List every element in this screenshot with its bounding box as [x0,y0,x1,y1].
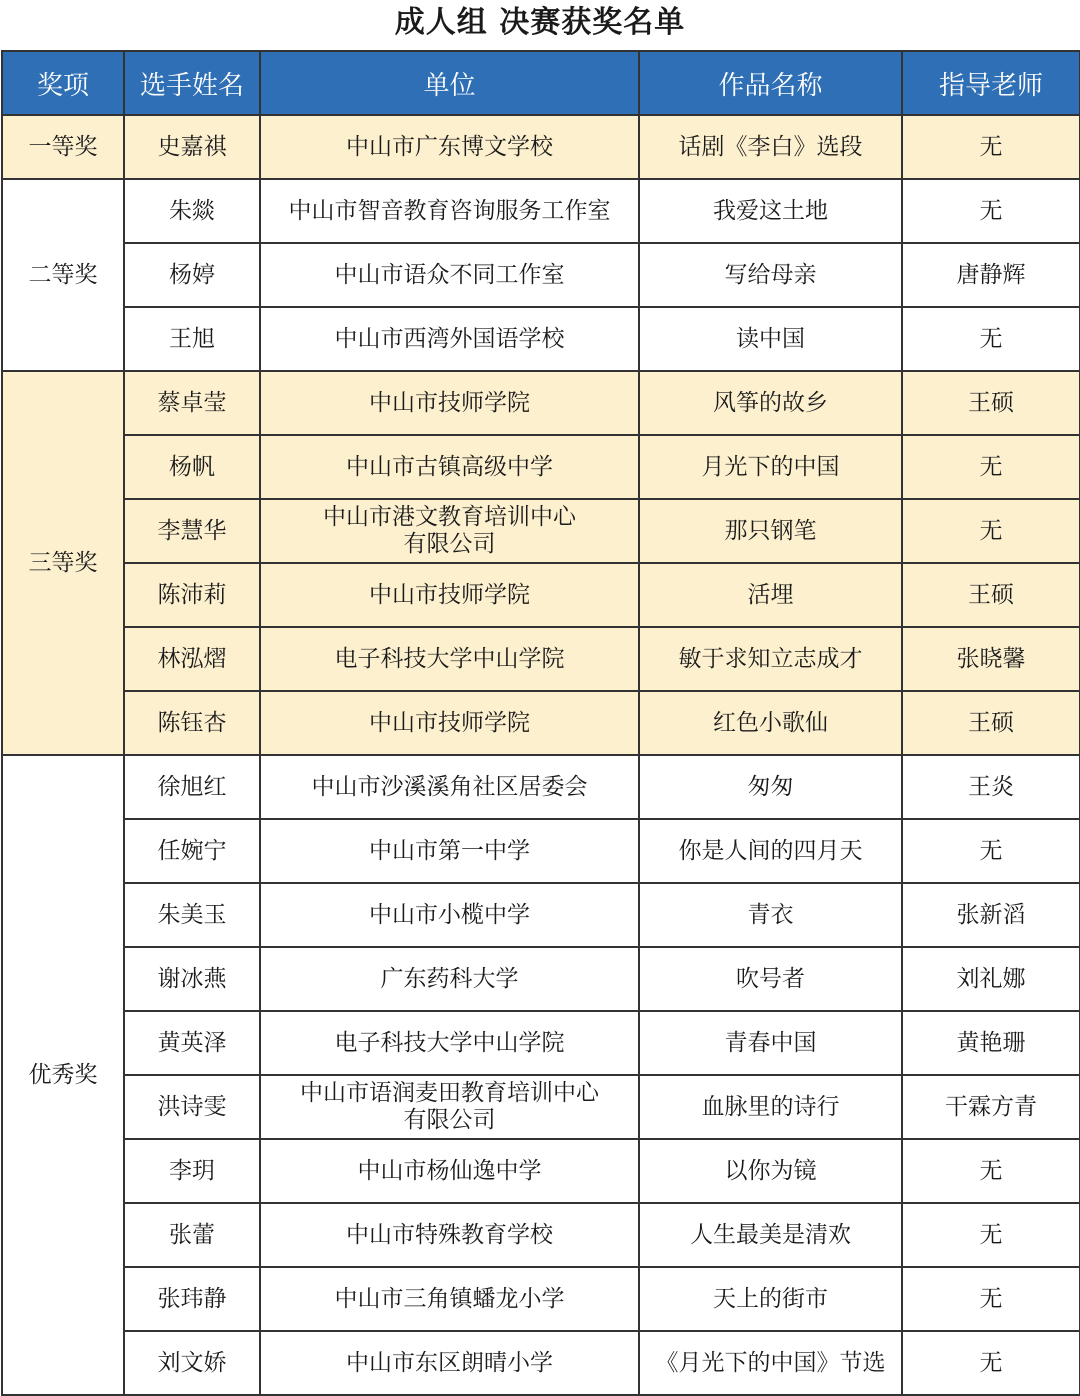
cell-unit: 中山市沙溪溪角社区居委会 [260,755,639,819]
cell-work: 匆匆 [639,755,902,819]
cell-unit: 中山市港文教育培训中心 有限公司 [260,499,639,563]
cell-unit: 中山市特殊教育学校 [260,1203,639,1267]
header-work: 作品名称 [639,51,902,115]
cell-work: 你是人间的四月天 [639,819,902,883]
cell-teacher: 干霖方青 [902,1075,1080,1139]
cell-unit: 中山市小榄中学 [260,883,639,947]
cell-unit: 中山市语润麦田教育培训中心 有限公司 [260,1075,639,1139]
cell-name: 李慧华 [124,499,260,563]
cell-name: 陈钰杏 [124,691,260,755]
cell-teacher: 无 [902,179,1080,243]
header-award: 奖项 [2,51,124,115]
cell-unit: 广东药科大学 [260,947,639,1011]
cell-teacher: 无 [902,819,1080,883]
cell-work: 月光下的中国 [639,435,902,499]
table-row [2,371,1080,435]
cell-name: 洪诗雯 [124,1075,260,1139]
cell-teacher: 黄艳珊 [902,1011,1080,1075]
cell-work: 风筝的故乡 [639,371,902,435]
cell-name: 刘文娇 [124,1331,260,1395]
cell-work: 天上的街市 [639,1267,902,1331]
cell-name: 张蕾 [124,1203,260,1267]
cell-name: 谢冰燕 [124,947,260,1011]
cell-name: 李玥 [124,1139,260,1203]
cell-work: 活埋 [639,563,902,627]
cell-name: 陈沛莉 [124,563,260,627]
cell-teacher: 无 [902,307,1080,371]
table-row [2,499,1080,563]
table-row [2,115,1080,179]
cell-unit: 中山市广东博文学校 [260,115,639,179]
cell-work: 吹号者 [639,947,902,1011]
cell-unit: 中山市第一中学 [260,819,639,883]
cell-teacher: 无 [902,115,1080,179]
cell-teacher: 无 [902,499,1080,563]
cell-unit: 中山市语众不同工作室 [260,243,639,307]
cell-work: 人生最美是清欢 [639,1203,902,1267]
cell-work: 我爱这土地 [639,179,902,243]
table-row [2,1331,1080,1395]
table-row [2,819,1080,883]
cell-teacher: 无 [902,1267,1080,1331]
cell-teacher: 无 [902,1331,1080,1395]
cell-work: 以你为镜 [639,1139,902,1203]
cell-unit: 中山市三角镇蟠龙小学 [260,1267,639,1331]
table-row [2,1075,1080,1139]
table-row [2,627,1080,691]
cell-unit: 中山市古镇高级中学 [260,435,639,499]
table-row [2,755,1080,819]
award-table [1,50,1080,1396]
cell-unit: 中山市技师学院 [260,691,639,755]
cell-name: 林泓熠 [124,627,260,691]
cell-name: 张玮静 [124,1267,260,1331]
header-teacher: 指导老师 [902,51,1080,115]
cell-teacher: 无 [902,1203,1080,1267]
cell-work: 话剧《李白》选段 [639,115,902,179]
cell-unit: 中山市东区朗晴小学 [260,1331,639,1395]
cell-teacher: 无 [902,435,1080,499]
cell-name: 朱美玉 [124,883,260,947]
table-row [2,883,1080,947]
cell-work: 青衣 [639,883,902,947]
cell-teacher: 王硕 [902,563,1080,627]
table-header-row [2,51,1080,115]
cell-name: 黄英泽 [124,1011,260,1075]
table-row [2,1267,1080,1331]
cell-teacher: 张晓馨 [902,627,1080,691]
cell-name: 蔡卓莹 [124,371,260,435]
cell-work: 读中国 [639,307,902,371]
cell-name: 杨婷 [124,243,260,307]
cell-award: 三等奖 [2,371,124,755]
cell-unit: 中山市杨仙逸中学 [260,1139,639,1203]
cell-work: 敏于求知立志成才 [639,627,902,691]
table-row [2,1011,1080,1075]
cell-name: 徐旭红 [124,755,260,819]
table-row [2,307,1080,371]
cell-unit: 中山市技师学院 [260,371,639,435]
table-row [2,243,1080,307]
cell-teacher: 刘礼娜 [902,947,1080,1011]
cell-unit: 电子科技大学中山学院 [260,1011,639,1075]
table-row [2,691,1080,755]
cell-name: 杨帆 [124,435,260,499]
cell-teacher: 无 [902,1139,1080,1203]
cell-name: 朱燚 [124,179,260,243]
cell-unit: 中山市西湾外国语学校 [260,307,639,371]
table-row [2,435,1080,499]
table-row [2,1203,1080,1267]
cell-work: 写给母亲 [639,243,902,307]
cell-teacher: 王炎 [902,755,1080,819]
cell-teacher: 王硕 [902,371,1080,435]
cell-award: 一等奖 [2,115,124,179]
cell-award: 优秀奖 [2,755,124,1395]
table-body [2,115,1080,1395]
cell-award: 二等奖 [2,179,124,371]
header-name: 选手姓名 [124,51,260,115]
cell-unit: 中山市智音教育咨询服务工作室 [260,179,639,243]
cell-teacher: 王硕 [902,691,1080,755]
cell-name: 王旭 [124,307,260,371]
cell-work: 红色小歌仙 [639,691,902,755]
header-unit: 单位 [260,51,639,115]
page-title: 成人组 决赛获奖名单 [394,5,686,40]
cell-unit: 电子科技大学中山学院 [260,627,639,691]
cell-name: 史嘉祺 [124,115,260,179]
table-row [2,1139,1080,1203]
table-row [2,947,1080,1011]
cell-teacher: 唐静辉 [902,243,1080,307]
cell-name: 任婉宁 [124,819,260,883]
table-row [2,179,1080,243]
cell-work: 血脉里的诗行 [639,1075,902,1139]
cell-teacher: 张新滔 [902,883,1080,947]
cell-work: 青春中国 [639,1011,902,1075]
cell-work: 那只钢笔 [639,499,902,563]
cell-work: 《月光下的中国》节选 [639,1331,902,1395]
cell-unit: 中山市技师学院 [260,563,639,627]
table-row [2,563,1080,627]
